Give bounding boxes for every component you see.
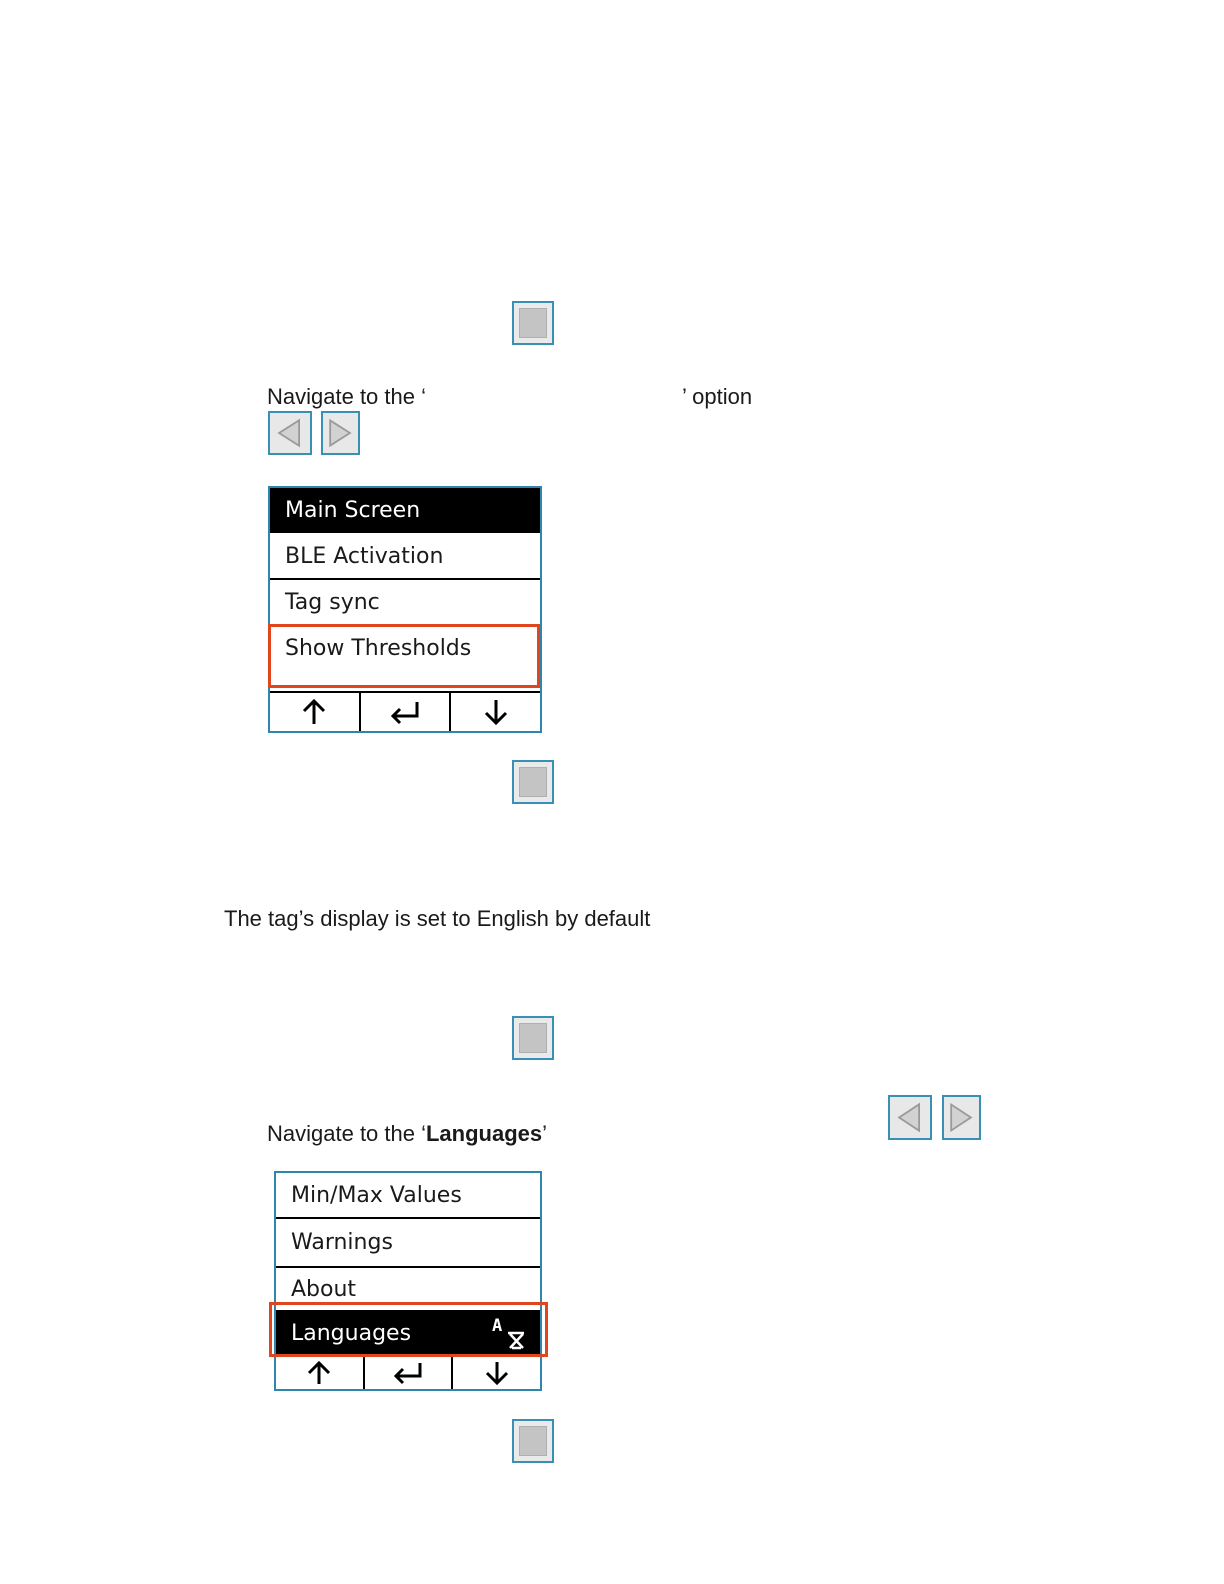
languages-bold-label: Languages [425,1121,543,1146]
menu-item-main-screen: Main Screen [270,488,540,533]
right-arrow-button-icon [321,411,360,455]
enter-icon [363,1356,452,1389]
menu-item-min-max-values: Min/Max Values [291,1182,462,1208]
left-arrow-button-icon [268,411,312,455]
menu-item-about: About [291,1276,357,1302]
enter-icon [359,693,450,731]
device-button-icon [512,301,554,345]
svg-text:A: A [492,1316,503,1336]
instruction-prefix: Navigate to the ‘ [267,384,426,409]
device-menu-screen-1 [268,486,542,733]
menu-item-ble-activation: BLE Activation [285,543,444,569]
up-arrow-icon [270,693,359,731]
down-arrow-icon [451,1356,540,1389]
highlight-languages [269,1302,548,1357]
menu-item-tag-sync: Tag sync [285,589,380,615]
instruction-text-1 [267,384,426,410]
menu-nav-bar [276,1354,540,1389]
down-arrow-icon [449,693,540,731]
right-arrow-button-icon [942,1095,981,1140]
menu-nav-bar [270,691,540,731]
highlight-show-thresholds [268,624,540,688]
menu-item-warnings: Warnings [291,1229,393,1255]
device-button-icon [512,1016,554,1060]
device-button-icon [512,760,554,804]
device-menu-screen-2 [274,1171,542,1391]
instruction-text-2: Navigate to the ‘Languages’ [267,1121,548,1146]
menu-item-show-thresholds: Show Thresholds [285,635,472,661]
menu-item-languages: Languages A [276,1310,540,1356]
up-arrow-icon [276,1356,363,1389]
instruction-suffix-1: ’ option [682,384,753,409]
default-language-note: The tag’s display is set to English by default [224,906,651,931]
left-arrow-button-icon [888,1095,932,1140]
device-button-icon [512,1419,554,1463]
